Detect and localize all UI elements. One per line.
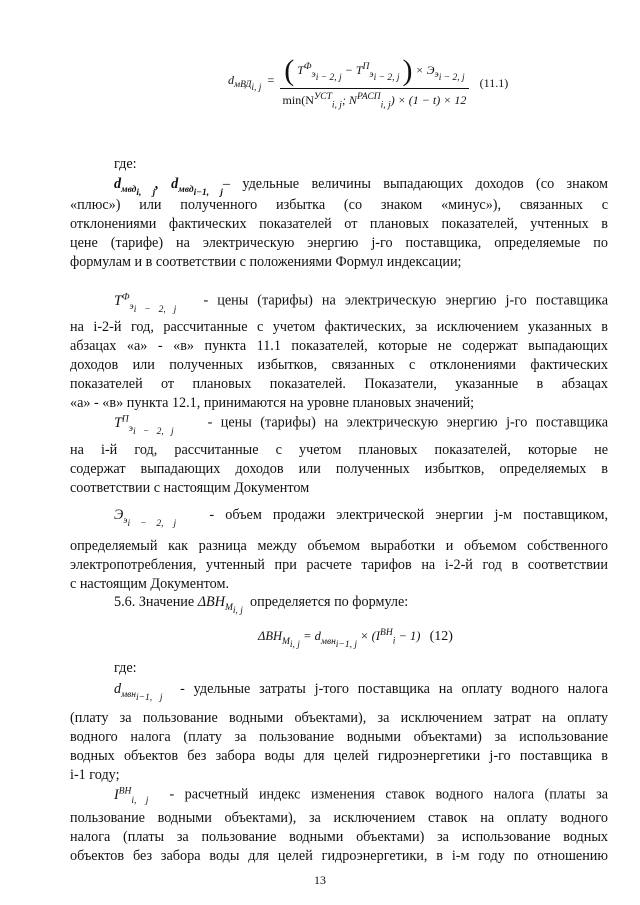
definition-t-fact: $T^Ф_{э_{i - 2, j}}$ - цены (тарифы) на электрическую энергию j-го поставщика <box>114 292 608 315</box>
formula-11-1: $d_{мВД_{i, j}}$ = ( $T^Ф_{э_{i - 2, j}} - T^П_{э_{i - 2, j}}$ ) × $Э_{э_{i - 2, j}}$ $\min(N^{УСТ}_{i, j}$; $N^{РАСП}_{i, j}) \times (1 - t) \times 12$ (11.1) <box>228 54 509 111</box>
clause-5-6: 5.6. Значение $\Delta ВН_{М_{i, j}}$ определяется по формуле: <box>114 594 409 616</box>
page-number: 13 <box>314 873 326 887</box>
definition-d-mvn: $d_{мвн_{i-1, j}}$ - удельные затраты j-того поставщика на оплату водного налога <box>114 681 608 703</box>
where-label: где: <box>114 660 137 676</box>
definition-d-mvd: $d_{мвд_{i, j}}$, $d_{мвд_{i-1, j}}-$ удельные величины выпадающих доходов (со знаком <box>114 176 609 198</box>
formula-number: (11.1) <box>479 75 509 90</box>
term-e: $Э_{э_{i - 2, j}}$ <box>114 507 177 529</box>
formula-12: $\Delta ВН_{М_{i, j}} = d_{мвн_{i-1, j}} \times (I^{ВН}_i - 1)$ (12) <box>258 628 453 650</box>
term-t-plan: $T^П_{э_{i - 2, j}}$ <box>114 414 174 437</box>
formula-number: (12) <box>429 629 453 645</box>
term-t-fact: $T^Ф_{э_{i - 2, j}}$ <box>114 292 177 315</box>
definition-t-plan: $T^П_{э_{i - 2, j}}$ - цены (тарифы) на электрическую энергию j-го поставщика <box>114 414 608 437</box>
numerator: ( $T^Ф_{э_{i - 2, j}} - T^П_{э_{i - 2, j}}$ ) × $Э_{э_{i - 2, j}}$ <box>280 56 468 89</box>
document-page: $d_{мВД_{i, j}}$ = ( $T^Ф_{э_{i - 2, j}} - T^П_{э_{i - 2, j}}$ ) × $Э_{э_{i - 2, j}}$ $\min(N^{УСТ}_{i, j}$; $N^{РАСП}_{i, j}) \times (1 - t) \times 12$ (11.1) где: $d_{мвд_{i, j}}$, $d_{мвд_{i-1, j}}-$ удельные величины выпадающих доходов (со знаком «плюс») или полученного избытка (со знаком «минус»), связанных с отклонениями фактических показателей от плановых показателей, учтенных в цене (тарифе) на электрическую энергию j-го поставщика, определяемые по формулам и в соответствии с положениями Формул индексации; $T^Ф_{э_{i - 2, j}}$ - цены (тарифы) на электрическую энергию j-го поставщика на i-2-й год, рассчитанные с учетом фактических, за исключением указанных в абзацах «а» - «в» пункта 11.1 показателей, которые не содержат выпадающих доходов или полученных избытков, связанных с отклонениями фактических показателей от плановых показателей. Показатели, указанные в абзацах «а» - «в» пункта 12.1, принимаются на уровне плановых значений; $T^П_{э_{i - 2, j}}$ - цены (тарифы) на электрическую энергию j-го поставщика на i-й год, рассчитанные с учетом плановых показателей, которые не содержат выпадающих доходов или полученных избытков, определяемых в соответствии с настоящим Документом $Э_{э_{i - 2, j}}$ - объем продажи электрической энергии j-м поставщиком, определяемый как разница между объемом выработки и объемом собственного электропотребления, учтенный при расчете тарифов на i-2-й год в соответствии с настоящим Документом. 5.6. Значение $\Delta ВН_{М_{i, j}}$ определяется по формуле: $\Delta ВН_{М_{i, j}} = d_{мвн_{i-1, j}} \times (I^{ВН}_i - 1)$ (12) где: $d_{мвн_{i-1, j}}$ - удельные затраты j-того поставщика на оплату водного налога (плату за пользование водными объектами), за исключением затрат на оплату водного налога (плату за пользование водными объектами) за использование водных объектов без забора воды для целей гидроэнергетики j-го поставщика в i-1 году; $I^{ВН}_{i, j}$ - расчетный индекс изменения ставок водного налога (платы за пользование водными объектами), за исключением ставок на оплату водного налога (платы за пользование водными объектами) за использование водных объектов без забора воды для целей гидроэнергетики, в i-м году по отношению 13 <box>0 0 640 905</box>
term-i-vn: $I^{ВН}_{i, j}$ <box>114 786 149 806</box>
where-label: где: <box>114 156 137 172</box>
denominator: $\min(N^{УСТ}_{i, j}$; $N^{РАСП}_{i, j}) \times (1 - t) \times 12$ <box>282 92 467 111</box>
definition-i-vn: $I^{ВН}_{i, j}$ - расчетный индекс изменения ставок водного налога (платы за <box>114 786 608 806</box>
term-d-mvn: $d_{мвн_{i-1, j}}$ <box>114 681 163 703</box>
term-d-mvd: $d_{мвд_{i, j}}$, $d_{мвд_{i-1, j}}$ <box>114 176 223 198</box>
definition-e: $Э_{э_{i - 2, j}}$ - объем продажи электрической энергии j-м поставщиком, <box>114 507 608 529</box>
fraction <box>280 56 468 110</box>
formula-lhs: d <box>228 73 234 88</box>
term-delta-vn: $\Delta ВН_{М_{i, j}}$ <box>197 594 243 616</box>
